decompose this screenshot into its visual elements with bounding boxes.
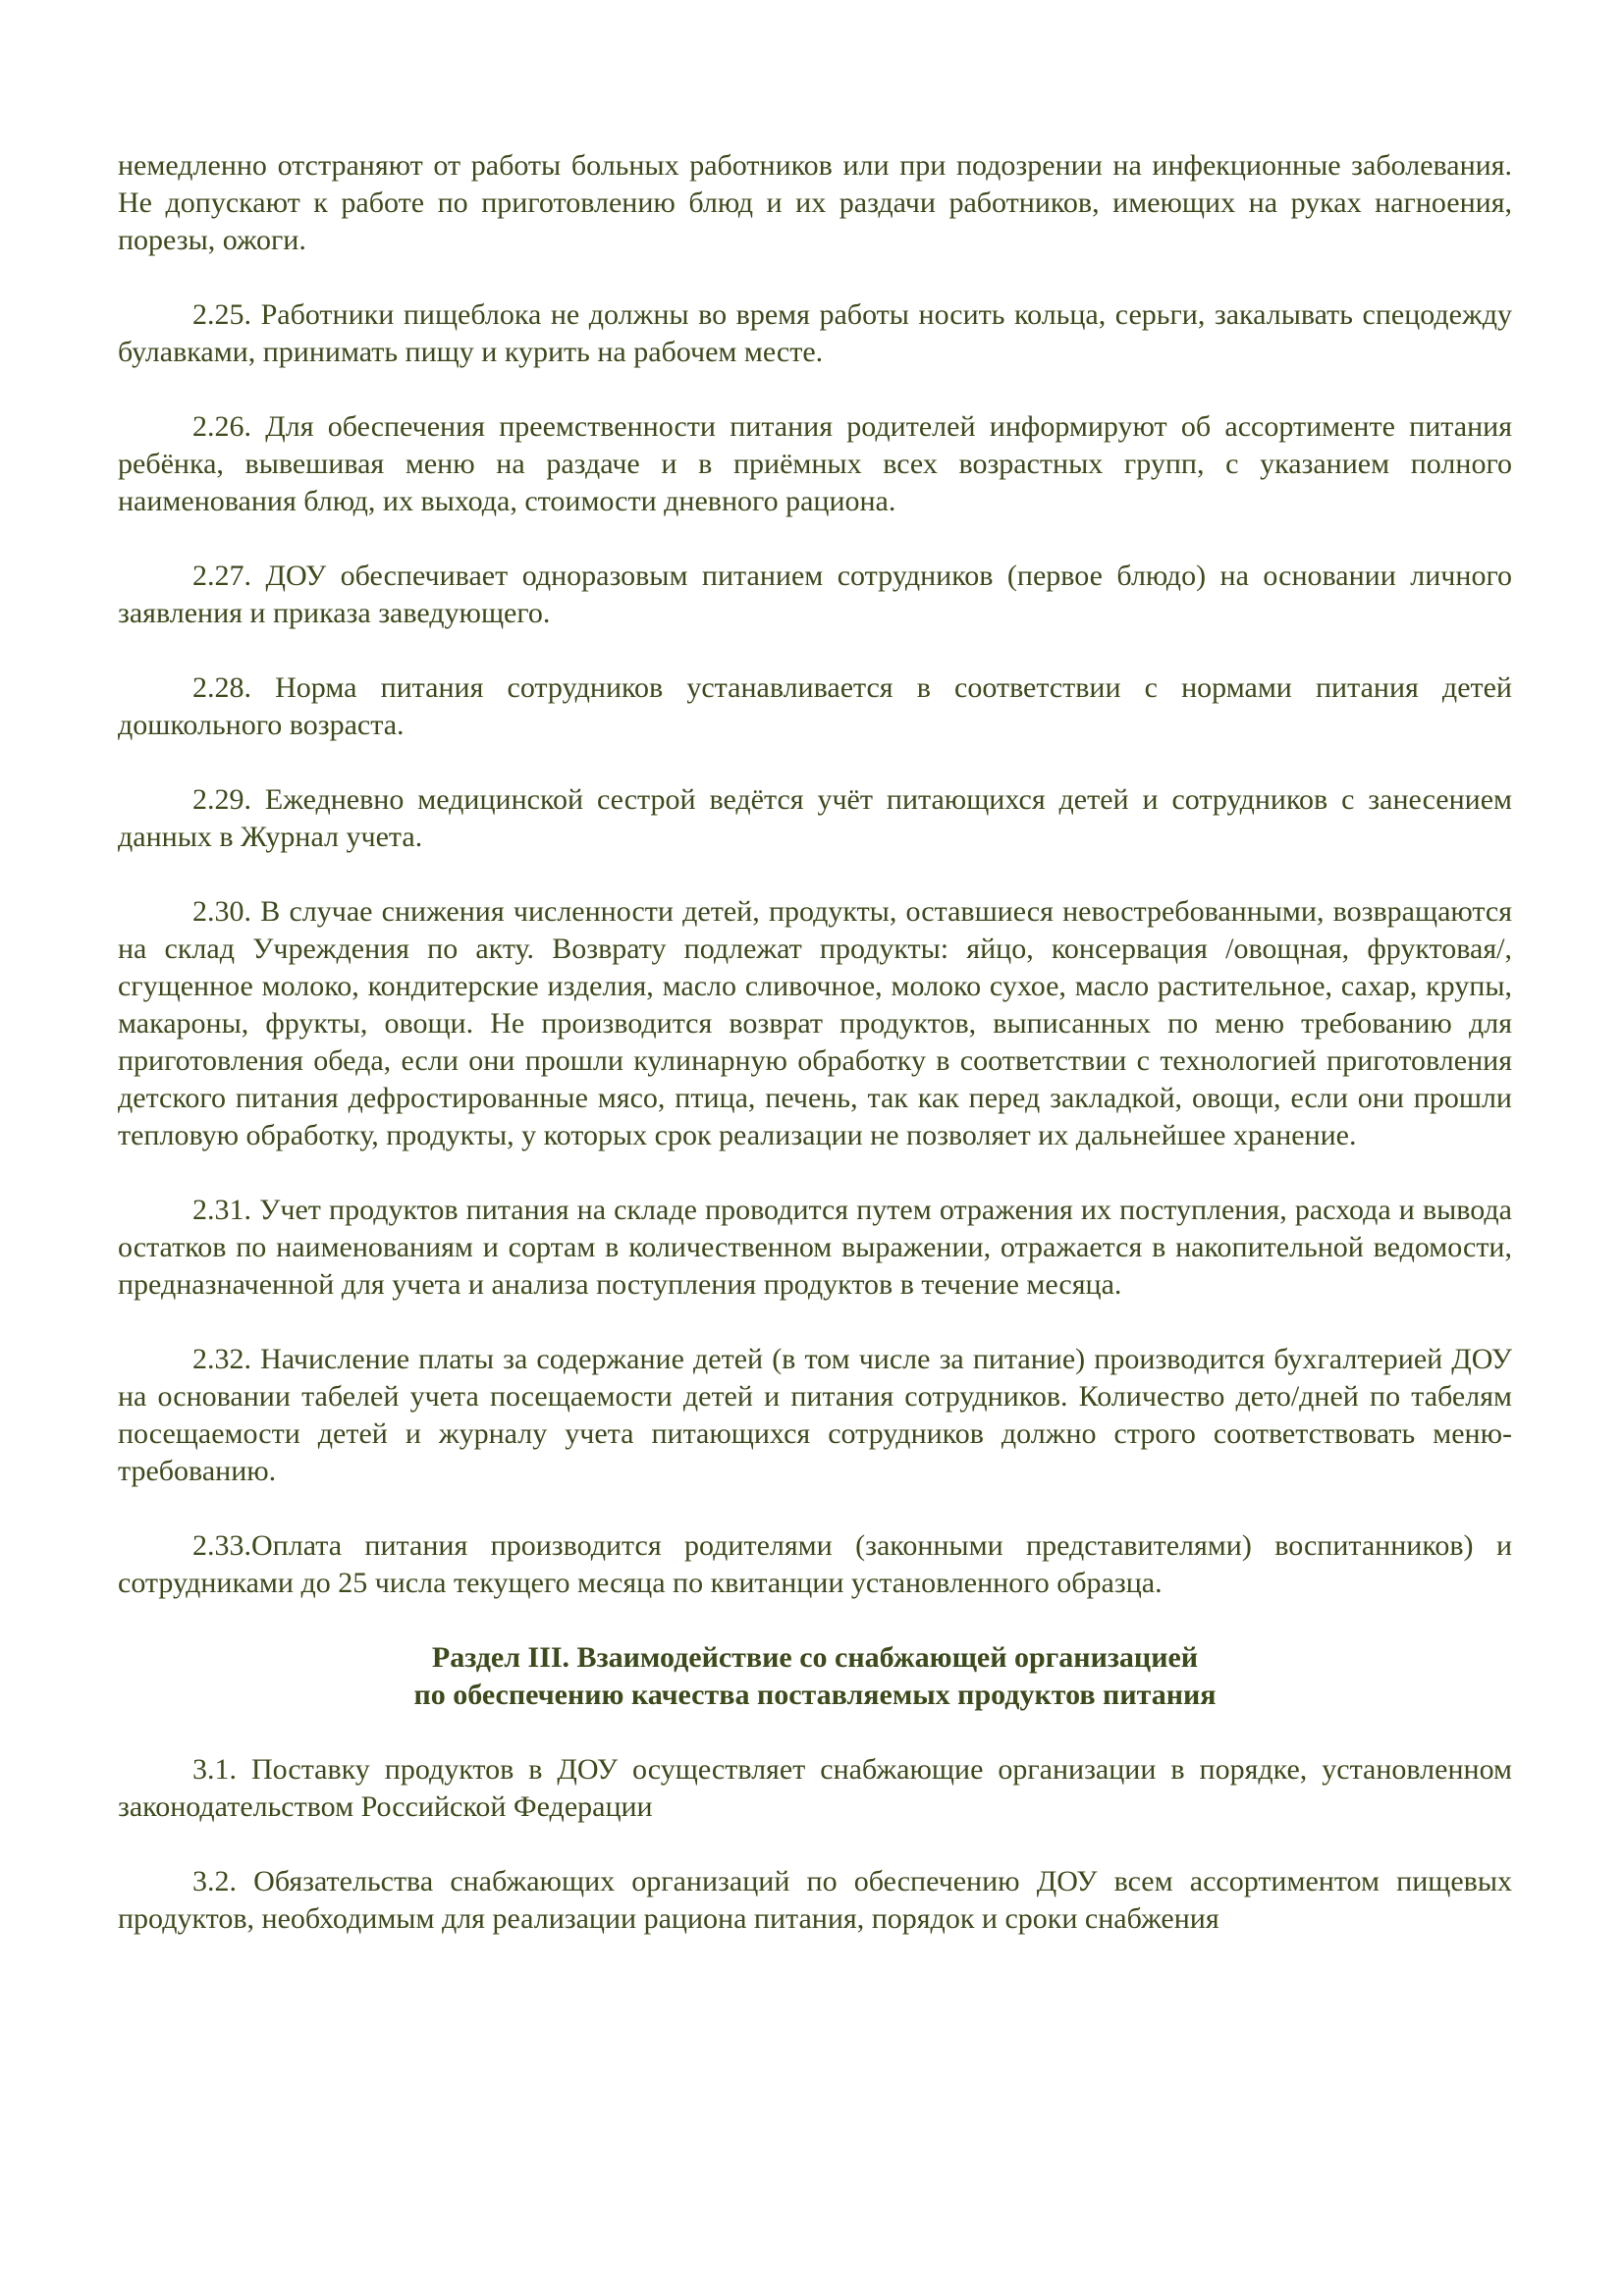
paragraph-3-2: 3.2. Обязательства снабжающих организаций по обеспечению ДОУ всем ассортиментом пищевых продуктов, необходимым для реализации рациона питания, порядок и сроки снабжения: [118, 1865, 1512, 1935]
paragraph-2-31: 2.31. Учет продуктов питания на складе проводится путем отражения их поступления, расхода и вывода остатков по наименованиям и сортам в количественном выражении, отражается в накопительной ведомости, предназначенной для учета и анализа поступления продуктов в течение месяца.: [118, 1194, 1512, 1301]
paragraph-2-27: 2.27. ДОУ обеспечивает одноразовым питанием сотрудников (первое блюдо) на основании личного заявления и приказа заведующего.: [118, 560, 1512, 629]
paragraph-2-29: 2.29. Ежедневно медицинской сестрой ведётся учёт питающихся детей и сотрудников с занесением данных в Журнал учета.: [118, 783, 1512, 853]
paragraph-2-30-tail: у которых срок реализации не позволяет их дальнейшее хранение.: [514, 1119, 1357, 1151]
paragraph-2-25: 2.25. Работники пищеблока не должны во время работы носить кольца, серьги, закалывать спецодежду булавками, принимать пищу и курить на рабочем месте.: [118, 298, 1512, 368]
paragraph-2-33: 2.33.Оплата питания производится родителями (законными представителями) воспитанников) и сотрудниками до 25 числа текущего месяца по квитанции установленного образца.: [118, 1529, 1512, 1599]
paragraph-3-1: 3.1. Поставку продуктов в ДОУ осуществляет снабжающие организации в порядке, установленном законодательством Российской Федерации: [118, 1753, 1512, 1823]
section-heading-line2: по обеспечению качества поставляемых продуктов питания: [413, 1679, 1217, 1711]
paragraph-2-28: 2.28. Норма питания сотрудников устанавливается в соответствии с нормами питания детей дошкольного возраста.: [118, 671, 1512, 741]
paragraph-2-30-text: 2.30. В случае снижения численности детей, продукты, оставшиеся невостребованными, возвращаются на склад Учреждения по акту. Возврату подлежат продукты: яйцо, консервация /овощная, фруктовая/, сгущенное молоко, кондитерские изделия, масло сливочное, молоко сухое, масло растительное, сахар, крупы, макароны, фрукты, овощи. Не производится возврат продуктов, выписанных по меню требованию для приготовления обеда, если они прошли кулинарную обработку в соответствии с технологией приготовления детского питания дефростированные мясо, птица, печень, так как перед закладкой, овощи, если они прошли тепловую обработку, продукты: [118, 895, 1512, 1151]
underlined-comma: ,: [507, 1119, 514, 1151]
document-page: [118, 147, 1512, 1975]
paragraph-2-32: 2.32. Начисление платы за содержание детей (в том числе за питание) производится бухгалтерией ДОУ на основании табелей учета посещаемости детей и питания сотрудников. Количество дето/дней по табелям посещаемости детей и журналу учета питающихся сотрудников должно строго соответствовать меню-требованию.: [118, 1343, 1512, 1487]
paragraph-2-26: 2.26. Для обеспечения преемственности питания родителей информируют об ассортименте питания ребёнка, вывешивая меню на раздаче и в приёмных всех возрастных групп, с указанием полного наименования блюд, их выхода, стоимости дневного рациона.: [118, 410, 1512, 517]
section-heading: [118, 1639, 1512, 1714]
paragraph-continuation: немедленно отстраняют от работы больных работников или при подозрении на инфекционные заболевания. Не допускают к работе по приготовлению блюд и их раздачи работников, имеющих на руках нагноения, порезы, ожоги.: [118, 149, 1512, 256]
paragraph-2-30: [118, 893, 1512, 1154]
section-heading-line1: Раздел III. Взаимодействие со снабжающей организацией: [431, 1641, 1199, 1674]
